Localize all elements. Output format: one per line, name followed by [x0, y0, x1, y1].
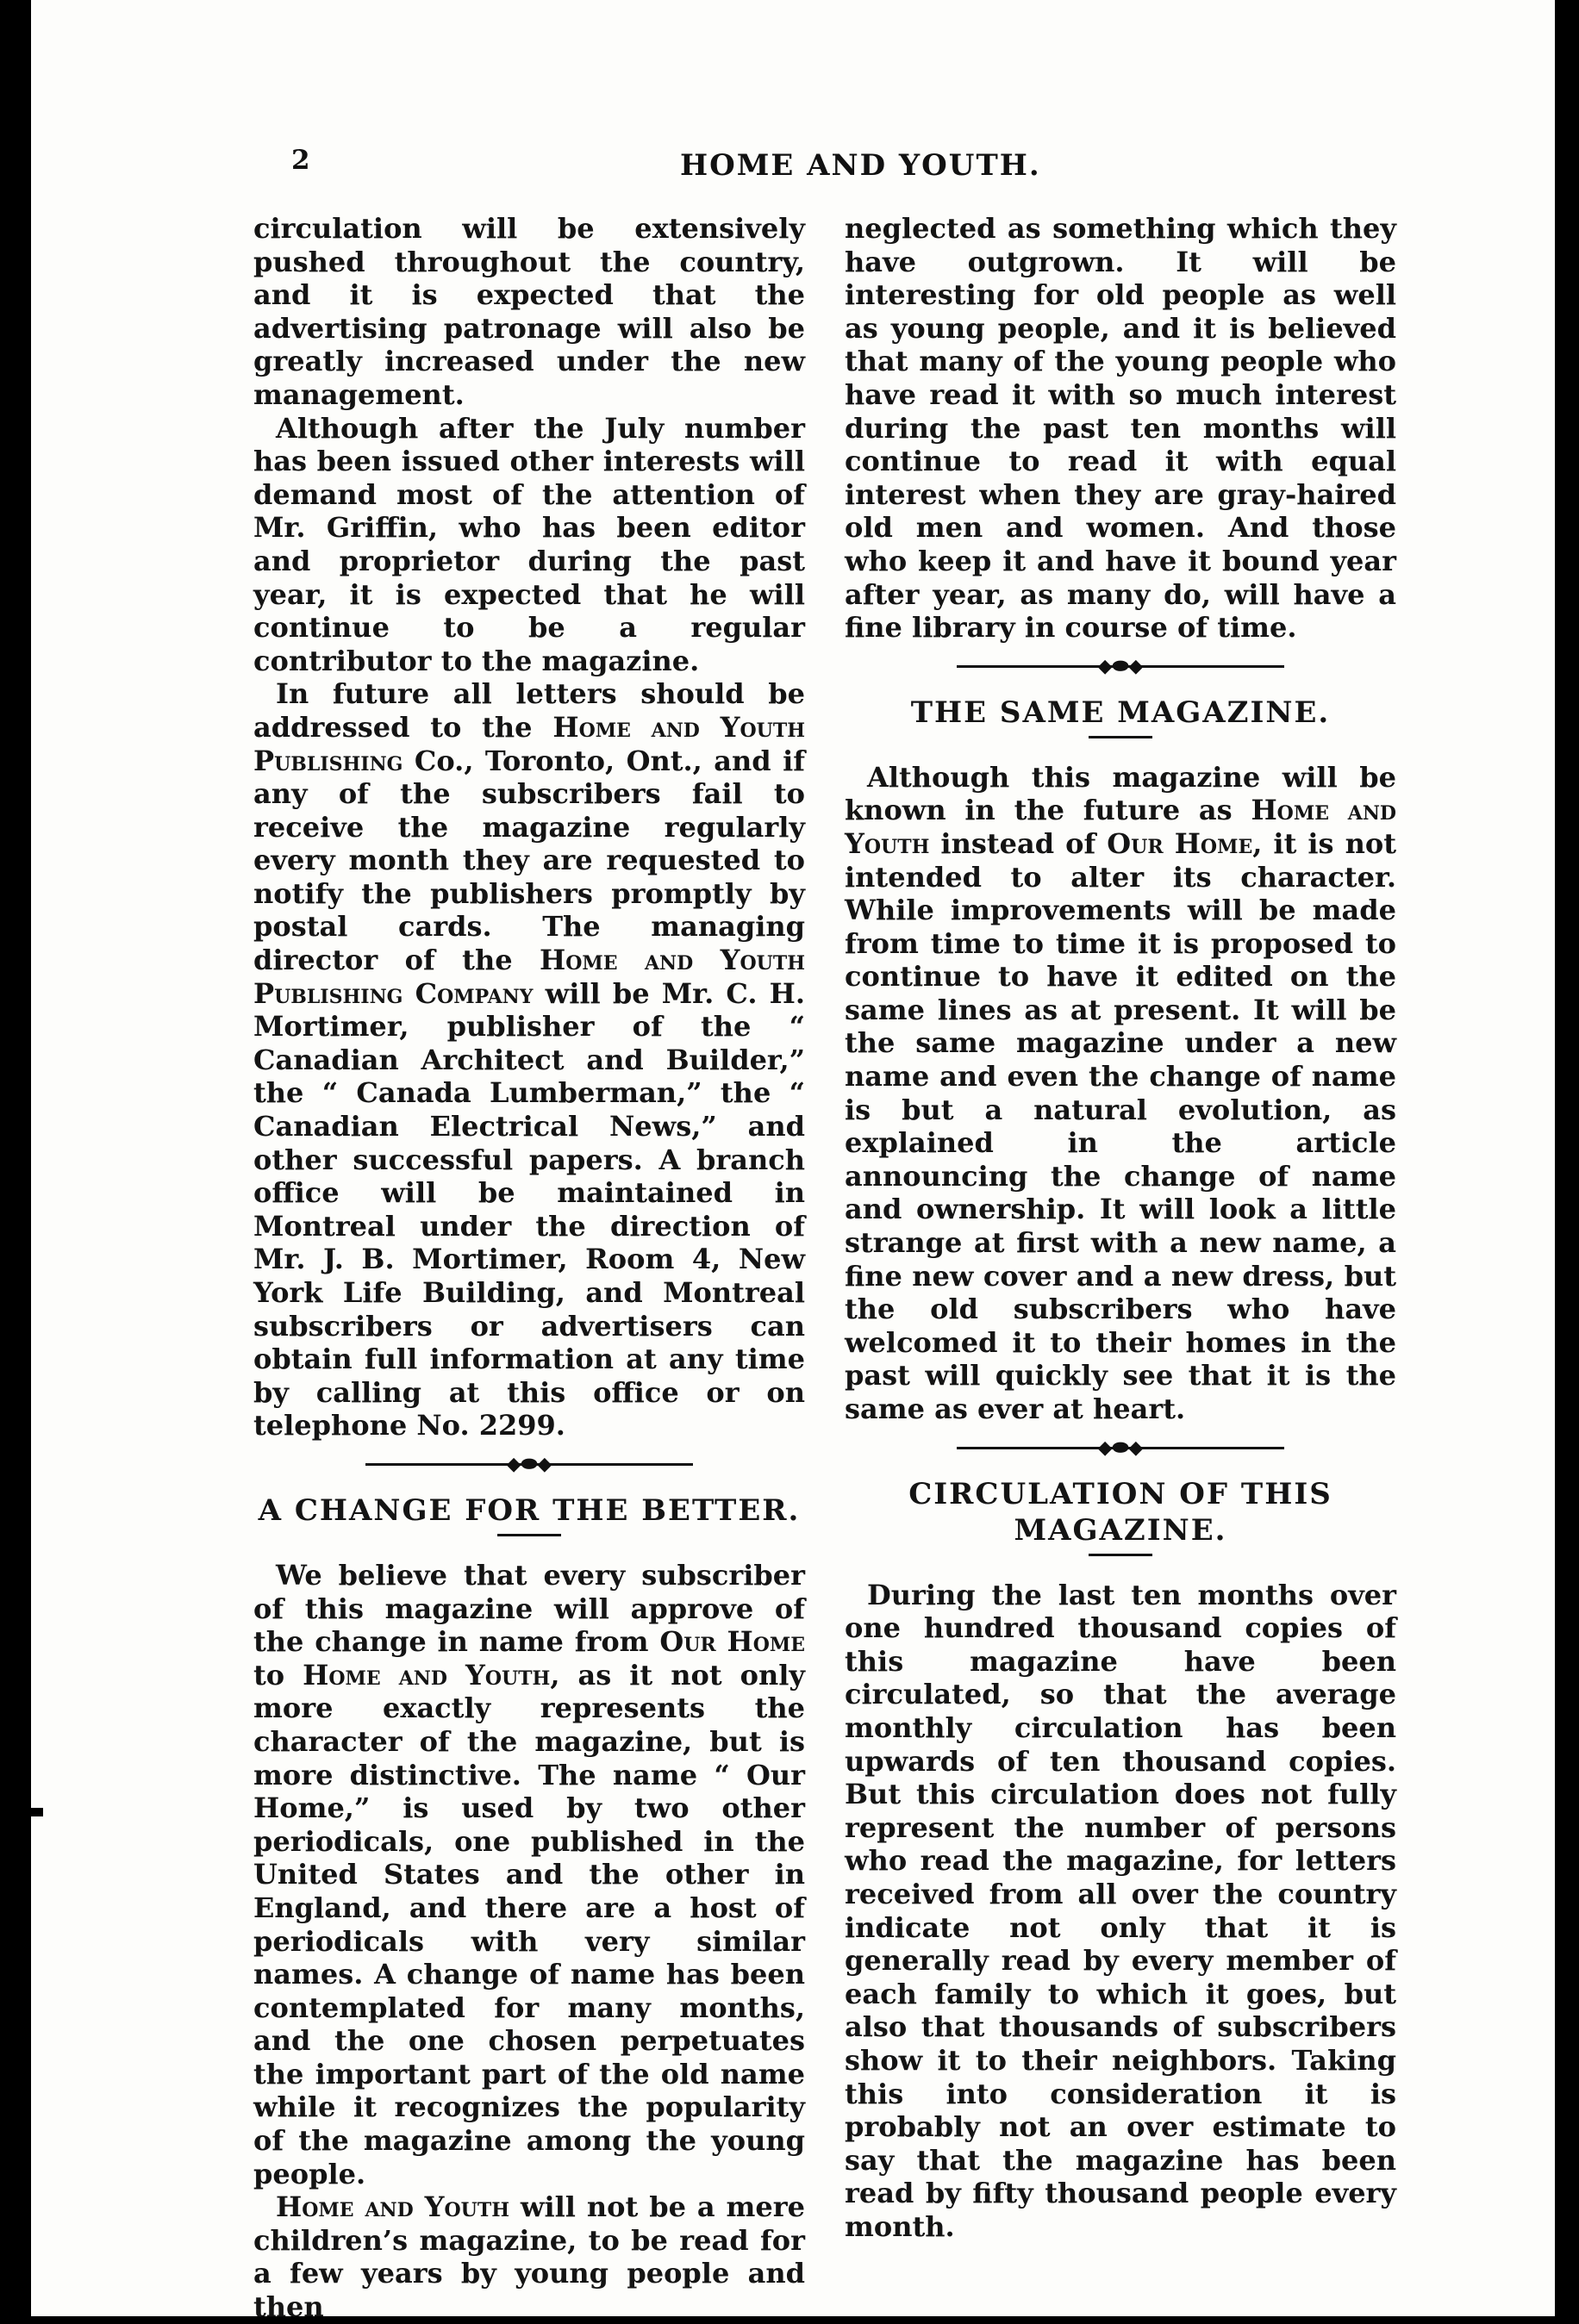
margin-mark	[31, 1808, 43, 1816]
section-divider	[845, 1435, 1396, 1461]
text-run: , it is not intended to alter its character. While improvements will be made from time to time it is proposed to continue to have it edited on the same lines as at present. It will be the same magazine under a new name and even the change of name is but a natural evolution, as explained in the article announcing the change of name and ownership. It will look a little strange at first with a new name, a fine new cover and a new dress, but the old subscribers who have welcomed it to their homes in the past will quickly see that it is the same as ever at heart.	[845, 826, 1396, 1425]
section-title-same-magazine: THE SAME MAGAZINE.	[910, 695, 1331, 730]
section-title-change-for-better: A CHANGE FOR THE BETTER.	[258, 1492, 801, 1528]
left-paragraph-3	[253, 677, 805, 1442]
old-title: Our Home	[659, 1625, 806, 1659]
company-name: Home and Youth Publishing Company	[253, 944, 805, 1010]
left-paragraph-2: Although after the July number has been issued other interests will demand most of the attention of Mr. Griffin, who has been editor and proprietor during the past year, it is expected that he will continue to be a regular contributor to the magazine.	[253, 411, 805, 677]
text-run: instead of	[929, 826, 1108, 860]
old-title: Our Home	[1107, 826, 1253, 860]
right-paragraph-1: neglected as something which they have outgrown. It will be interesting for old people as well as young people, and it is believed that many of the young people who have read it with so much interest during the past ten months will continue to read it with equal interest when they are gray-haired old men and women. And those who keep it and have it bound year after year, as many do, will have a fine library in course of time.	[845, 212, 1396, 645]
left-paragraph-1: circulation will be extensively pushed throughout the country, and it is expected that the advertising patronage will also be greatly increased under the new management.	[253, 212, 805, 411]
running-head: HOME AND YOUTH.	[680, 148, 1041, 183]
text-run: , as it not only more exactly represents the character of the magazine, but is more distinctive. The name “ Our Home,” is used by two other periodicals, one published in the United States and the other in England, and there are a host of periodicals with very similar names. A change of name has been contemplated for many months, and the one chosen perpetuates the important part of the old name while it recognizes the popularity of the magazine among the young people.	[253, 1658, 805, 2190]
title-rule	[497, 1534, 561, 1536]
right-paragraph-2	[845, 761, 1396, 1426]
left-paragraph-5	[253, 2190, 805, 2323]
divider-ornament: ◆⬬◆	[1097, 654, 1144, 677]
page-number: 2	[291, 145, 310, 176]
left-paragraph-4	[253, 1559, 805, 2190]
divider-ornament: ◆⬬◆	[506, 1452, 552, 1475]
section-title-circulation: CIRCULATION OF THIS MAGAZINE.	[908, 1476, 1332, 1548]
publisher-name: Home and Youth Publishing	[253, 710, 805, 777]
section-divider	[845, 653, 1396, 679]
new-title: Home and Youth	[845, 794, 1397, 860]
page-header	[31, 145, 1555, 196]
text-run: to	[253, 1658, 303, 1692]
title-rule	[1089, 736, 1152, 738]
magazine-name: Home and Youth	[276, 2190, 509, 2224]
left-column	[253, 212, 805, 2324]
title-rule	[1089, 1554, 1152, 1556]
right-column	[845, 212, 1396, 2243]
text-run: Co., Toronto, Ont., and if any of the subscribers fail to receive the magazine regularly every month they are requested to notify the publishers promptly by postal cards. The managing director of the	[253, 744, 805, 977]
right-paragraph-3: During the last ten months over one hundred thousand copies of this magazine have been circulated, so that the average monthly circulation has been upwards of ten thousand copies. But this circulation does not fully represent the number of persons who read the magazine, for letters received from all over the country indicate not only that it is generally read by every member of each family to which it goes, but also that thousands of subscribers show it to their neighbors. Taking this into consideration it is probably not an over estimate to say that the magazine has been read by fifty thousand people every month.	[845, 1578, 1396, 2243]
scanned-page	[31, 0, 1555, 2324]
divider-ornament: ◆⬬◆	[1097, 1436, 1144, 1459]
text-run: Although this magazine will be known in the future as	[845, 760, 1396, 827]
new-title: Home and Youth	[303, 1658, 551, 1692]
text-run: In future all letters should be addressed to the	[253, 677, 805, 744]
section-divider	[253, 1451, 805, 1477]
text-run: will not be a mere children’s magazine, to be read for a few years by young people and then	[253, 2190, 805, 2324]
text-run: will be Mr. C. H. Mortimer, publisher of the “ Canadian Architect and Builder,” the “ Canada Lumberman,” the “ Canadian Electrical News,” and other successful papers. A branch office will be maintained in Montreal under the direction of Mr. J. B. Mortimer, Room 4, New York Life Building, and Montreal subscribers or advertisers can obtain full information at any time by calling at this office or on telephone No. 2299.	[253, 976, 806, 1442]
text-run: We believe that every subscriber of this magazine will approve of the change in name from	[253, 1558, 805, 1659]
